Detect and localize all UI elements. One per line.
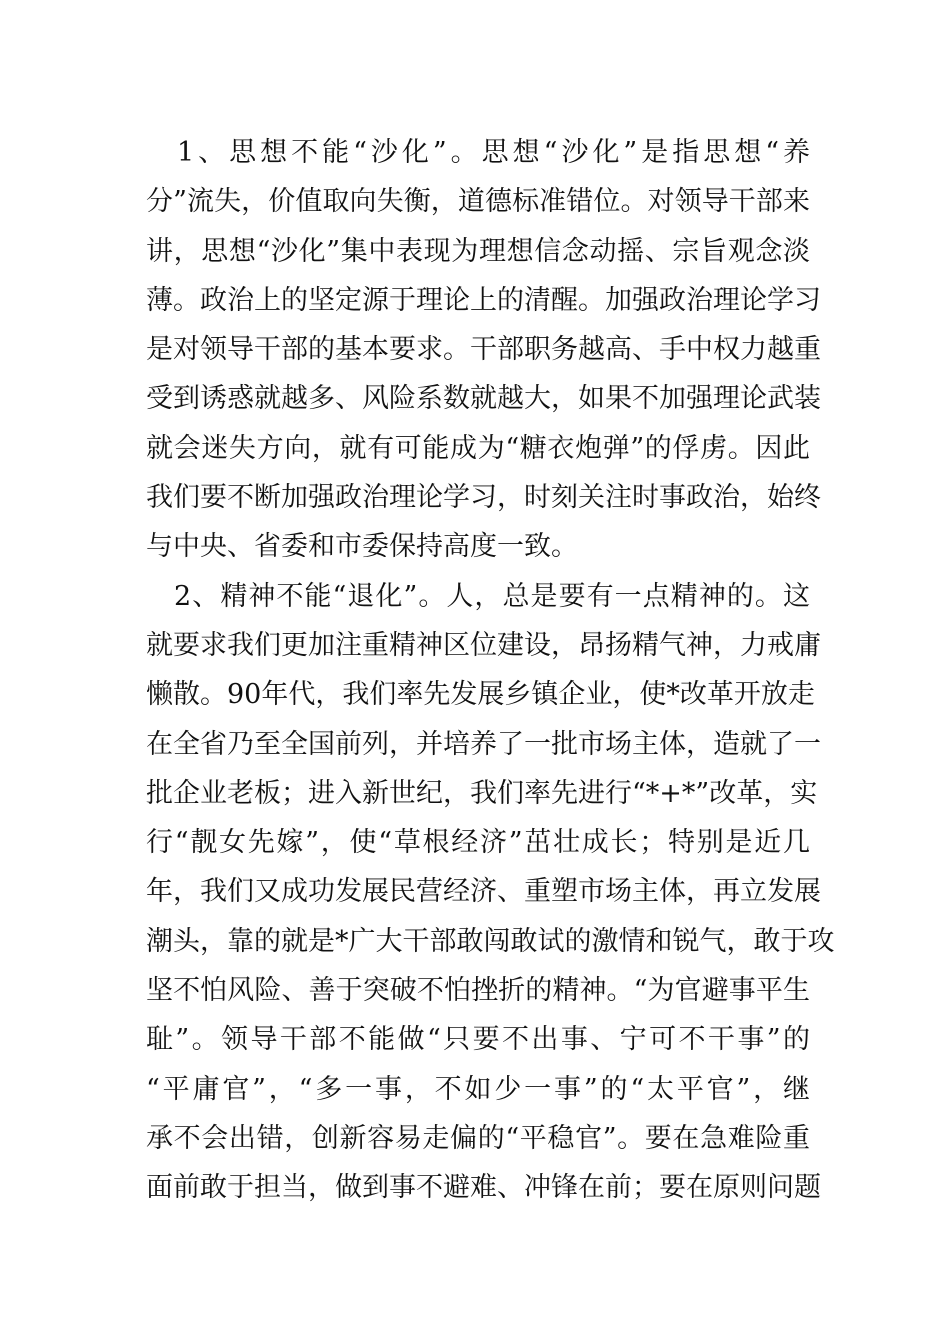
paragraph-line: 受到诱惑就越多、风险系数就越大，如果不加强理论武装 xyxy=(146,383,821,415)
paragraph-line: “平庸官”，“多一事，不如少一事”的“太平官”，继 xyxy=(146,1073,810,1105)
paragraph-line: 面前敢于担当，做到事不避难、冲锋在前；要在原则问题 xyxy=(146,1172,821,1204)
paragraph-line: 行“靓女先嫁”，使“草根经济”茁壮成长；特别是近几 xyxy=(146,827,810,859)
paragraph-line: 耻”。领导干部不能做“只要不出事、宁可不干事”的 xyxy=(146,1024,810,1056)
paragraph-2 xyxy=(146,572,835,1213)
paragraph-line: 就会迷失方向，就有可能成为“糖衣炮弹”的俘虏。因此 xyxy=(146,432,810,464)
paragraph-line: 潮头，靠的就是*广大干部敢闯敢试的激情和锐气，敢于攻 xyxy=(146,925,835,957)
paragraph-line: 就要求我们更加注重精神区位建设，昂扬精气神，力戒庸 xyxy=(146,629,821,661)
paragraph-line: 讲，思想“沙化”集中表现为理想信念动摇、宗旨观念淡 xyxy=(146,235,810,267)
paragraph-line: 懒散。90年代，我们率先发展乡镇企业，使*改革开放走 xyxy=(146,679,815,711)
paragraph-line: 承不会出错，创新容易走偏的“平稳官”。要在急难险重 xyxy=(146,1122,810,1154)
paragraph-1 xyxy=(146,128,821,572)
paragraph-line: 我们要不断加强政治理论学习，时刻关注时事政治，始终 xyxy=(146,482,821,514)
paragraph-line: 批企业老板；进入新世纪，我们率先进行“*+*”改革，实 xyxy=(146,777,818,809)
paragraph-line: 在全省乃至全国前列，并培养了一批市场主体，造就了一 xyxy=(146,728,821,760)
paragraph-line: 是对领导干部的基本要求。干部职务越高、手中权力越重 xyxy=(146,334,821,366)
paragraph-line: 2、精神不能“退化”。人，总是要有一点精神的。这 xyxy=(146,580,810,612)
paragraph-line: 薄。政治上的坚定源于理论上的清醒。加强政治理论学习 xyxy=(146,284,821,316)
paragraph-line: 坚不怕风险、善于突破不怕挫折的精神。“为官避事平生 xyxy=(146,975,810,1007)
document-body xyxy=(146,128,835,1213)
paragraph-line: 1、思想不能“沙化”。思想“沙化”是指思想“养 xyxy=(146,137,810,168)
paragraph-line: 年，我们又成功发展民营经济、重塑市场主体，再立发展 xyxy=(146,876,821,908)
paragraph-line: 与中央、省委和市委保持高度一致。 xyxy=(146,531,578,563)
paragraph-line: 分”流失，价值取向失衡，道德标准错位。对领导干部来 xyxy=(146,186,810,218)
